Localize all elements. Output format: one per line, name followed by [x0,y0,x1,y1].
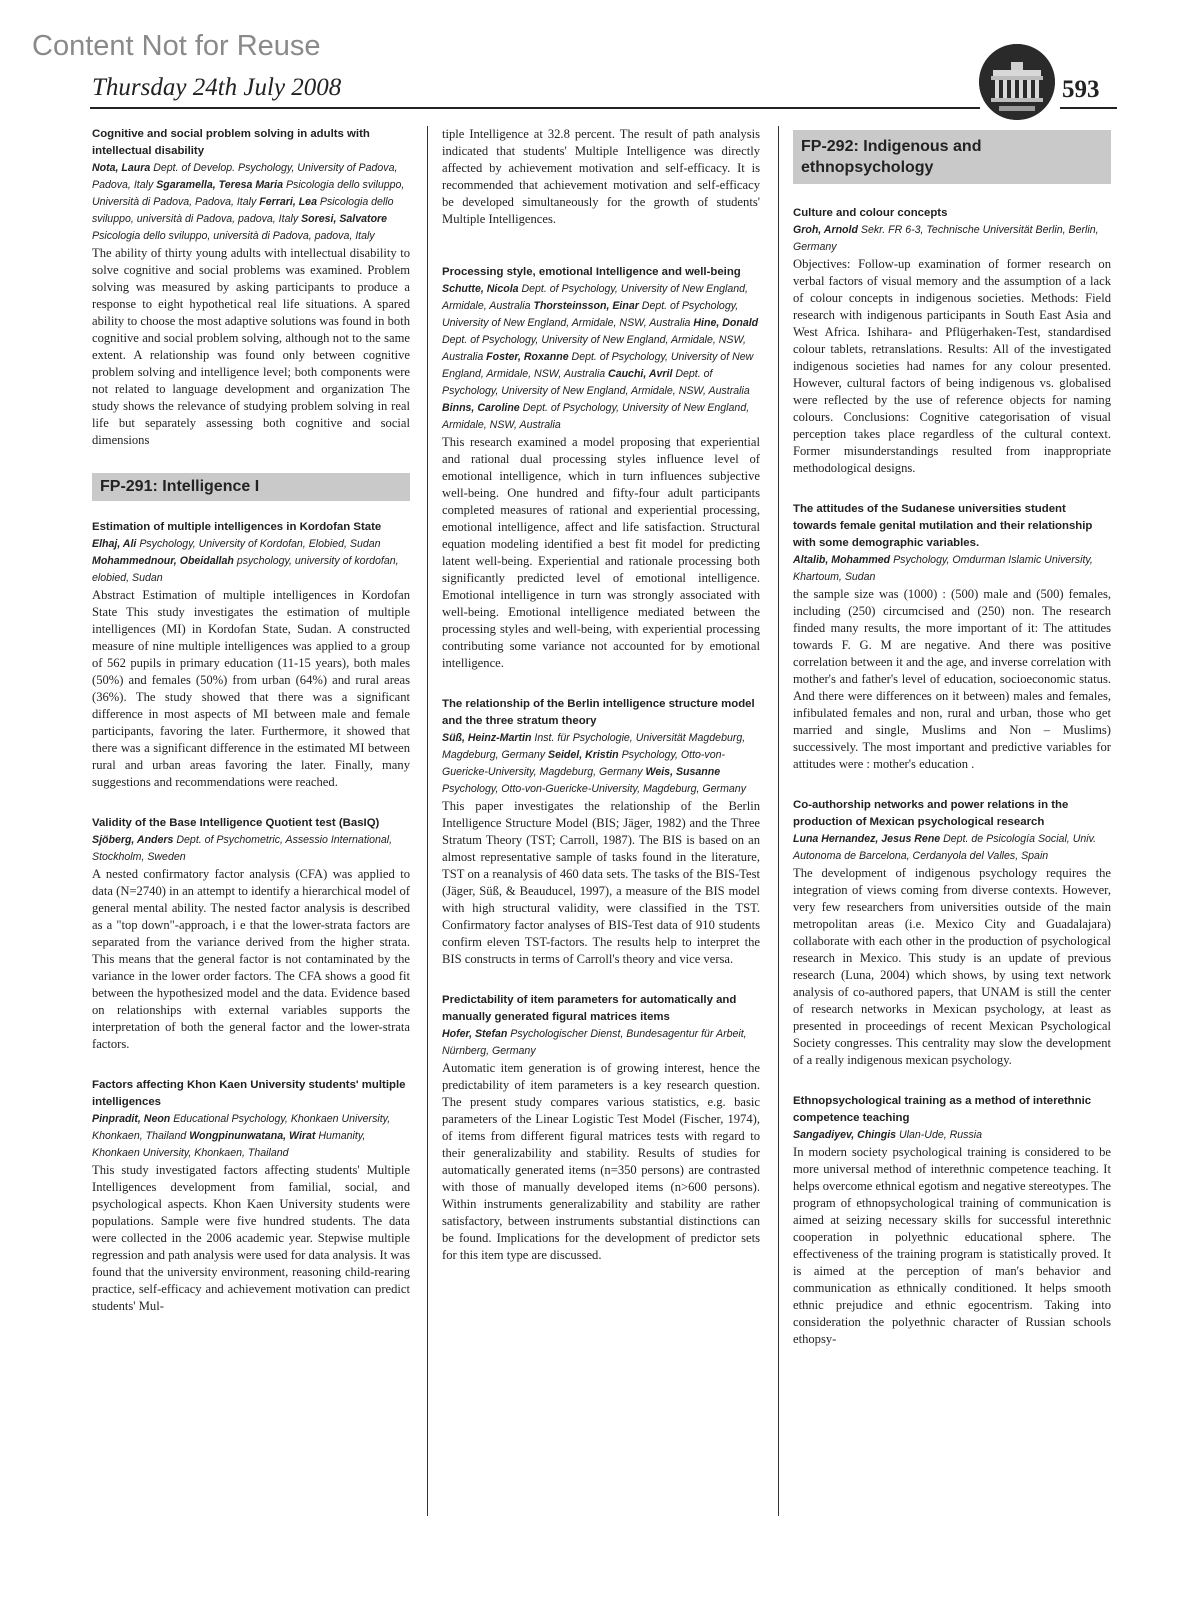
abstract-body: This study investigated factors affecting students' Multiple Intelligences development from familial, social, and psychological aspects. Khon Kaen University students were populations. Sample were five hundred students. The data were collected in the 2006 academic year. Stepwise multiple regression and path analysis were used for data analysis. It was found that the university environment, reasoning child-rearing practice, self-efficacy and achievement motivation can predict students' Mul- [92,1163,410,1313]
abstract-title: Estimation of multiple intelligences in Kordofan State [92,521,382,533]
author-affiliation: Psicologia dello sviluppo, università di Padova, padova, Italy [92,196,394,225]
abstract [92,126,410,449]
author-affiliation: Dept. of Psychology, University of New England, Armidale, NSW, Australia [442,300,739,329]
author-name: Seidel, Kristin [548,749,619,761]
abstract-body: The ability of thirty young adults with intellectual disability to solve cognitive and social problems was examined. Problem solving was measured by asking participants to produce a response to eight hypothetical real life situations. A spared ability to choose the most adaptive solutions was found in both cognitive and social problem solving, although not to the same extent. A relationship was found only between cognitive problem solving and intelligence level; both components were not related to language development and organization The study shows the relevance of studying problem solving in real life but separately assessing both cognitive and social dimensions [92,246,410,447]
author-name: Schutte, Nicola [442,283,519,295]
watermark-text: Content Not for Reuse [32,30,321,62]
author-name: Altalib, Mohammed [793,554,891,566]
abstract [793,797,1111,1069]
abstract [92,1077,410,1315]
column-middle [442,126,760,1288]
column-left [92,126,410,1339]
abstract [442,696,760,968]
author-list [442,1026,760,1060]
abstract-title: Ethnopsychological training as a method of interethnic competence teaching [793,1095,1092,1124]
author-list [442,281,760,434]
abstract-title: The relationship of the Berlin intelligence structure model and the three stratum theory [442,698,755,727]
header-date: Thursday 24th July 2008 [92,74,342,101]
page-number: 593 [1062,76,1100,103]
abstract [793,205,1111,477]
author-name: Binns, Caroline [442,402,520,414]
author-affiliation: Psicologia dello sviluppo, Università di Padova, Padova, Italy [92,179,405,208]
author-list [92,1111,410,1162]
author-affiliation: Dept. of Psychology, University of New England, Armidale, NSW, Australia [442,351,754,380]
author-name: Nota, Laura [92,162,151,174]
column-divider [778,126,779,1516]
author-affiliation: Sekr. FR 6-3, Technische Universität Berlin, Berlin, Germany [793,224,1099,253]
author-affiliation: Dept. of Develop. Psychology, University of Padova, Padova, Italy [92,162,398,191]
author-affiliation: Dept. de Psicología Social, Univ. Autonoma de Barcelona, Cerdanyola del Valles, Spain [793,833,1097,862]
section-heading: FP-291: Intelligence I [92,473,410,501]
author-name: Wongpinunwatana, Wirat [189,1130,316,1142]
author-name: Cauchi, Avril [608,368,673,380]
abstract-title: Predictability of item parameters for automatically and manually generated figural matrices items [442,994,737,1023]
author-name: Weis, Susanne [645,766,721,778]
abstract-body: In modern society psychological training is considered to be more universal method of interethnic competence teaching. It helps overcome ethnical egotism and negative stereotypes. The program of ethnopsychological training of communication is aimed at seizing necessary skills for successful interethnic cooperation in polyethnic educational sphere. The effectiveness of the training program is statistically proved. It is aimed at the perception of man's behavior and communication as ethnically conditioned. It helps smooth ethnic prejudice and ethnic egocentrism. Taking into consideration the polyethnic character of Russian schools ethopsy- [793,1145,1112,1346]
author-name: Sgaramella, Teresa Maria [156,179,284,191]
author-name: Hine, Donald [693,317,759,329]
congress-logo [979,44,1055,120]
author-affiliation: Psychology, Otto-von-Guericke-University, Magdeburg, Germany [442,749,726,778]
author-name: Luna Hernandez, Jesus Rene [793,833,941,845]
author-list [92,160,410,245]
author-list [793,222,1111,256]
abstract-body: The development of indigenous psychology requires the integration of views coming from diverse contexts. However, very few researchers from universities outside of the main metropolitan areas (i.e. Mexico City and Guadalajara) collaborate with each other in the production of psychological research in Mexico. This study is an update of previous research (Luna, 2004) which shows, by using text network analysis of co-authored papers, that UNAM is still the center of research networks in Mexican psychology, at least as presented in proceedings of recent Mexican Psychological Society congresses. This centrality may slow the development of a really indigenous mexican psychology. [793,866,1111,1067]
author-affiliation: Inst. für Psychologie, Universität Magdeburg, Magdeburg, Germany [442,732,746,761]
author-name: Groh, Arnold [793,224,858,236]
author-affiliation: Psychology, University of Kordofan, Elobied, Sudan [139,538,381,550]
author-list [793,831,1111,865]
author-name: Foster, Roxanne [486,351,569,363]
author-affiliation: Psychology, Omdurman Islamic University, Khartoum, Sudan [793,554,1093,583]
abstract [442,264,760,672]
column-right [793,126,1111,1372]
header-rule [90,107,980,109]
section-heading: FP-292: Indigenous and ethnopsychology [793,130,1111,184]
abstract-body: Automatic item generation is of growing interest, hence the predictability of item parameters is a key research question. The present study compares various statistics, e.g. basic parameters of the Linear Logistic Test Model (Fischer, 1974), of items from different figural matrices tests with regard to their generalizability and stability. Results of studies for automatically generated items (n=350 persons) are contrasted with those of manually developed items (n>600 persons). Within instruments generalizability and stability are rather satisfactory, between instruments substantial distinctions can be found. Implications for the development of predictor sets for this item type are discussed. [442,1061,760,1262]
author-affiliation: Dept. of Psychology, University of New England, Armidale, NSW, Australia [442,368,750,397]
abstract-body: Abstract Estimation of multiple intelligences in Kordofan State This study investigates the estimation of multiple intelligences (MI) in Kordofan State, Sudan. A constructed measure of nine multiple intelligences was applied to a group of 562 pupils in primary education (11-15 years), both males (50%) and females (50%) from urban (64%) and rural areas (36%). The study showed that there was a significant difference in most aspects of MI between male and female participants, favoring the later. Furthermore, it showed that there was a significant difference in the estimated MI between rural and urban areas favoring the later. Finally, many suggestions and recommendations were reached. [92,588,410,789]
abstract-body: This paper investigates the relationship of the Berlin Intelligence Structure Model (BIS; Jäger, 1982) and the Three Stratum Theory (TST; Carroll, 1987). The BIS is based on an almost representative sample of tasks found in the literature, TST on a reanalysis of 460 data sets. The tasks of the BIS-Test (Jäger, Süß, & Beauducel, 1997), a measure of the BIS model with high structural validity, were classified in the TST. Confirmatory factor analyses of BIS-Test data of 910 students confirm eleven TST-factors. The results help to interpret the BIS constructs in terms of Carroll's theory and vice versa. [442,799,760,966]
author-name: Soresi, Salvatore [301,213,388,225]
abstract-title: The attitudes of the Sudanese universities student towards female genital mutilation and their relationship with some demographic variables. [793,503,1093,549]
author-affiliation: Psychologischer Dienst, Bundesagentur für Arbeit, Nürnberg, Germany [442,1028,747,1057]
author-affiliation: psychology, university of kordofan, elobied, Sudan [92,555,399,584]
author-name: Mohammednour, Obeidallah [92,555,234,567]
author-name: Ferrari, Lea [259,196,317,208]
author-affiliation: Psychology, Otto-von-Guericke-University, Magdeburg, Germany [442,783,746,795]
author-name: Pinpradit, Neon [92,1113,171,1125]
abstract-title: Culture and colour concepts [793,207,948,219]
author-list [92,536,410,587]
continued-text: tiple Intelligence at 32.8 percent. The result of path analysis indicated that students' Multiple Intelligence was directly affected by achievement motivation and self-efficacy. It is recommended that achievement motivation and self-efficacy be developed simultaneously for the growth of students' Multiple Intelligences. [442,127,760,226]
author-name: Sjöberg, Anders [92,834,174,846]
author-list [92,832,410,866]
author-name: Hofer, Stefan [442,1028,508,1040]
column-divider [427,126,428,1516]
abstract [92,815,410,1053]
abstract-title: Co-authorship networks and power relations in the production of Mexican psychological research [793,799,1069,828]
abstract-title: Factors affecting Khon Kaen University students' multiple intelligences [92,1079,406,1108]
author-affiliation: Humanity, Khonkaen University, Khonkaen, Thailand [92,1130,366,1159]
abstract [793,1093,1111,1348]
author-affiliation: Dept. of Psychology, University of New England, Armidale, NSW, Australia [442,334,747,363]
author-affiliation: Educational Psychology, Khonkaen University, Khonkaen, Thailand [92,1113,391,1142]
abstract [793,501,1111,773]
author-name: Sangadiyev, Chingis [793,1129,897,1141]
author-list [442,730,760,798]
abstract [92,519,410,791]
abstract-title: Cognitive and social problem solving in adults with intellectual disability [92,128,370,157]
author-affiliation: Ulan-Ude, Russia [898,1129,983,1141]
abstract-body: the sample size was (1000) : (500) male and (500) females, including (250) circumcised and (250) non. The research finded many results, the more important of it: The attitudes towards F. G. M are negative. And there was positive correlation between it and the age, and inverse correlation with mother's and father's level of education, socioeconomic status. And there were differences on it between) males and females, infibulated females and non, rural and urban, those who get married and single, Muslims and Non – Muslims) successively. The most important and predictive variables for attitudes were : mother's education . [793,587,1111,771]
author-list [793,552,1111,586]
author-name: Elhaj, Ali [92,538,137,550]
abstract-title: Validity of the Base Intelligence Quotient test (BasIQ) [92,817,380,829]
abstract-body: A nested confirmatory factor analysis (CFA) was applied to data (N=2740) in an attempt to identify a hierarchical model of general mental ability. The nested factor analysis is described as a "top down"-approach, i e that the lower-strata factors are separated from the variance derived from the higher strata. This means that the general factor is not contaminated by the variance in the lower order factors. The CFA shows a good fit between the hypothesized model and the data. Evidence based on relationships with external variables supports the interpretation of both the general factor and the lower-strata factors. [92,867,410,1051]
author-affiliation: Dept. of Psychology, University of New England, Armidale, Australia [442,283,748,312]
author-name: Thorsteinsson, Einar [533,300,639,312]
author-name: Süß, Heinz-Martin [442,732,532,744]
abstract-body: This research examined a model proposing that experiential and rational dual processing styles influence level of emotional intelligence, which in turn influences subjective well-being. One hundred and fifty-four adult participants completed measures of rational and experiential processing, emotional intelligence, affect and life satisfaction. Structural equation modeling identified a best fit model for predicting latent well-being. Experiential and rationale processing both significantly predicted level of emotional intelligence. Emotional intelligence in turn was strongly associated with well-being. Emotional intelligence mediated between the processing styles and well-being, with experiential processing contributing some variance not accounted for by emotional intelligence. [442,435,760,670]
author-affiliation: Psicologia dello sviluppo, università di Padova, padova, Italy [92,230,375,242]
author-affiliation: Dept. of Psychology, University of New England, Armidale, NSW, Australia [442,402,750,431]
abstract-title: Processing style, emotional Intelligence and well-being [442,266,741,278]
abstract-body: Objectives: Follow-up examination of former research on verbal factors of visual memory and the assumption of a lack of colour concepts in indigenous societies. Methods: Field research with indigenous participants in South East Asia and West Africa. Ishihara- and Pflügerhaken-Test, standardised colour tablets, retranslations. Results: All of the investigated indigenous societies had names for any colour presented. However, cultural factors of being indigenous vs. globalised were reflected by the use of reference objects for naming colours. Conclusions: Cognitive categorisation of visual perception takes place regardless of the cultural context. Former misunderstandings resulted from inappropriate methodological designs. [793,257,1111,475]
author-list [793,1127,1111,1144]
author-affiliation: Dept. of Psychometric, Assessio International, Stockholm, Sweden [92,834,393,863]
abstract [442,992,760,1264]
header-rule-right [1060,107,1117,109]
